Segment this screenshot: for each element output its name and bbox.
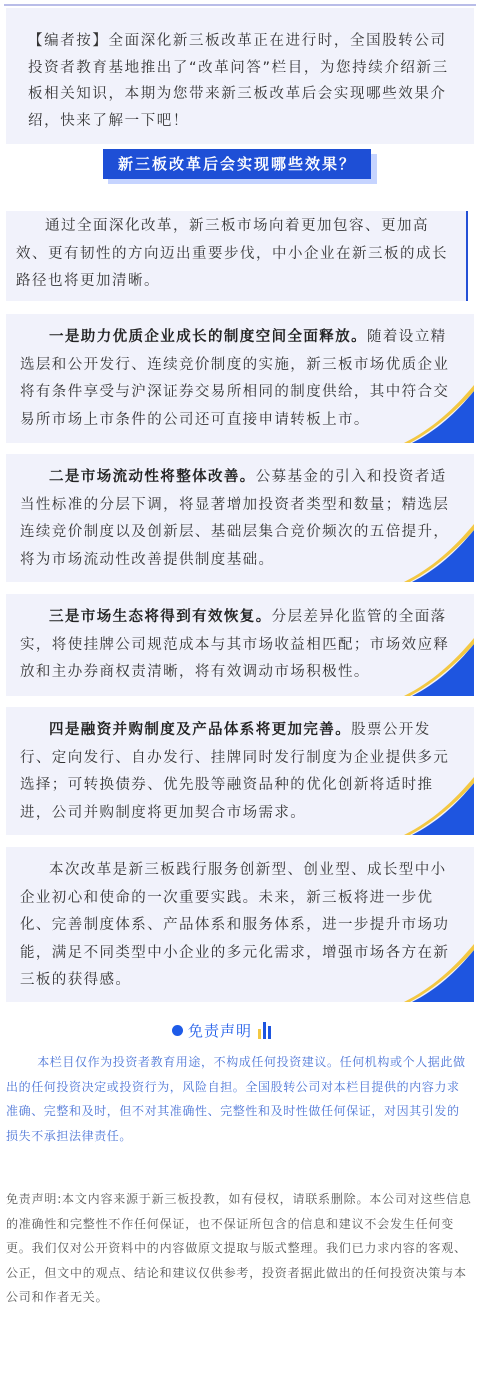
effect-card-text	[20, 604, 460, 687]
corner-swoosh-icon	[404, 636, 474, 696]
conclusion-card	[6, 847, 474, 1002]
section-title-banner	[103, 149, 377, 184]
bullet-dot-icon	[172, 1025, 183, 1036]
effect-card-text	[20, 324, 460, 434]
effect-card-heading: 三是市场生态将得到有效恢复。	[49, 609, 272, 625]
notice-text: 本栏目仅作为投资者教育用途，不构成任何投资建议。任何机构或个人据此做出的任何投资决定或投资行为，风险自担。全国股转公司对本栏目提供的内容力求准确、完整和及时，但不对其准确性、完整性和及时性做任何保证，对因其引发的损失不承担法律责任。	[6, 1055, 466, 1143]
effect-card-heading: 四是融资并购制度及产品体系将更加完善。	[49, 722, 352, 738]
corner-swoosh-icon	[404, 383, 474, 443]
editor-note-box	[6, 8, 474, 144]
effect-card-heading: 一是助力优质企业成长的制度空间全面释放。	[49, 329, 367, 345]
editor-note-text: 【编者按】全面深化新三板改革正在进行时，全国股转公司投资者教育基地推出了“改革问答”栏目，为您持续介绍新三板相关知识，本期为您带来新三板改革后会实现哪些效果介绍，快来了解一下吧！	[28, 33, 449, 129]
corner-swoosh-icon	[404, 522, 474, 582]
source-disclaimer: 免责声明:本文内容来源于新三板投教，如有侵权，请联系删除。本公司对这些信息的准确性和完整性不作任何保证，也不保证所包含的信息和建议不会发生任何变更。我们仅对公开资料中的内容做原文提取与版式整理。我们已力求内容的客观、公正，但文中的观点、结论和建议仅供参考，投资者据此做出的任何投资决策与本公司和作者无关。	[6, 1192, 472, 1304]
conclusion-text: 本次改革是新三板践行服务创新型、创业型、成长型中小企业初心和使命的一次重要实践。未来，新三板将进一步优化、完善制度体系、产品体系和服务体系，进一步提升市场功能，满足不同类型中小企业的多元化需求，增强市场各方在新三板的获得感。	[20, 862, 450, 988]
notice-text-block	[6, 1050, 472, 1148]
effect-card-heading: 二是市场流动性将整体改善。	[49, 469, 256, 485]
notice-title: 免责声明	[188, 1021, 253, 1040]
effect-card-body: 分层差异化监管的全面落实，将使挂牌公司规范成本与其市场收益相匹配；市场效应释放和主办券商权责清晰，将有效调动市场积极性。	[20, 609, 450, 680]
effect-card-body: 随着设立精选层和公开发行、连续竞价制度的实施，新三板市场优质企业将有条件享受与沪深证券交易所相同的制度供给，其中符合交易所市场上市条件的公司还可直接申请转板上市。	[20, 329, 450, 428]
effect-card-body: 公募基金的引入和投资者适当性标准的分层下调，将显著增加投资者类型和数量；精选层连续竞价制度以及创新层、基础层集合竞价频次的五倍提升，将为市场流动性改善提供制度基础。	[20, 469, 450, 568]
effect-card-text	[20, 717, 460, 827]
effect-card-body: 股票公开发行、定向发行、自办发行、挂牌同时发行制度为企业提供多元选择；可转换债券、优先股等融资品种的优化创新将适时推进，公司并购制度将更加契合市场需求。	[20, 722, 450, 821]
effect-card-text	[20, 464, 460, 574]
corner-swoosh-icon	[404, 942, 474, 1002]
effect-card-3	[6, 594, 474, 696]
effect-card-1	[6, 314, 474, 443]
effect-card-4	[6, 707, 474, 835]
top-divider	[4, 4, 476, 6]
section-title: 新三板改革后会实现哪些效果？	[103, 149, 371, 179]
bar-chart-icon	[258, 1021, 273, 1039]
corner-swoosh-icon	[404, 775, 474, 835]
effect-card-2	[6, 454, 474, 582]
lead-paragraph: 通过全面深化改革，新三板市场向着更加包容、更加高效、更有韧性的方向迈出重要步伐，中小企业在新三板的成长路径也将更加清晰。	[16, 218, 448, 289]
lead-paragraph-box	[6, 211, 468, 301]
notice-title-row	[172, 1018, 273, 1042]
